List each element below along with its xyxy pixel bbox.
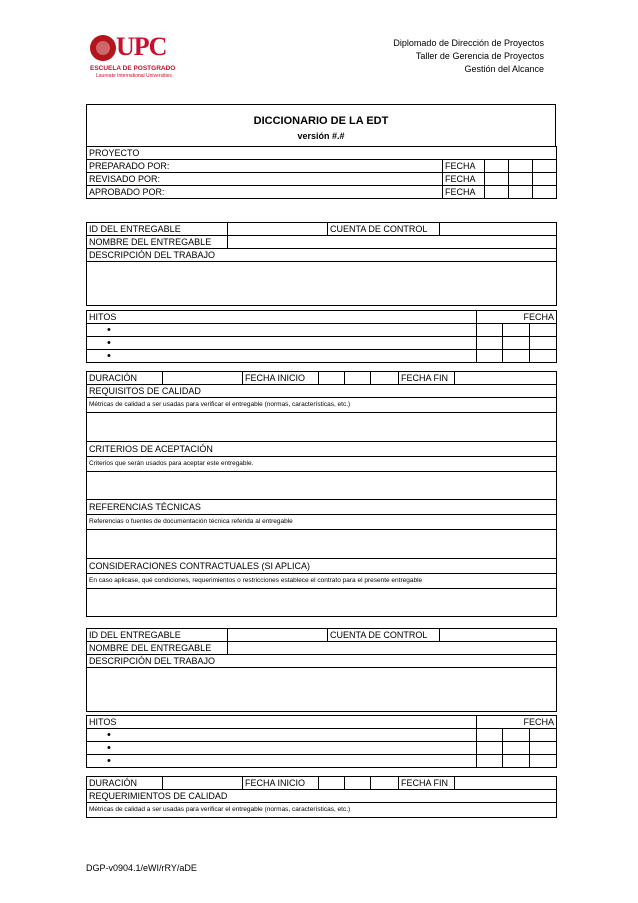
date-cell[interactable] bbox=[477, 729, 503, 742]
duration-label: DURACIÓN bbox=[87, 372, 163, 385]
technical-references-caption: Referencias o fuentes de documentación técnica referida al entregable bbox=[87, 515, 557, 530]
duration-cell[interactable] bbox=[163, 777, 243, 790]
header-line: Taller de Gerencia de Proyectos bbox=[415, 51, 544, 61]
milestones-date-label: FECHA bbox=[477, 716, 557, 729]
date-cell[interactable] bbox=[530, 324, 557, 337]
deliverable-name-label: NOMBRE DEL ENTREGABLE bbox=[87, 642, 228, 655]
deliverable-2-id-table bbox=[86, 628, 557, 712]
date-cell[interactable] bbox=[503, 729, 530, 742]
project-label: PROYECTO bbox=[87, 147, 557, 160]
date-cell[interactable] bbox=[477, 350, 503, 363]
date-cell[interactable] bbox=[371, 372, 399, 385]
end-date-label: FECHA FIN bbox=[399, 777, 455, 790]
logo-school: ESCUELA DE POSTGRADO bbox=[90, 65, 176, 72]
start-date-label: FECHA INICIO bbox=[243, 777, 319, 790]
work-description-label: DESCRIPCIÓN DEL TRABAJO bbox=[87, 249, 557, 262]
date-cell[interactable] bbox=[503, 350, 530, 363]
header-line: Gestión del Alcance bbox=[464, 64, 544, 74]
milestone-item[interactable]: • bbox=[87, 729, 477, 742]
date-cell[interactable] bbox=[509, 173, 533, 186]
control-account-cell[interactable] bbox=[440, 629, 557, 642]
date-cell[interactable] bbox=[319, 372, 345, 385]
document-version: versión #.# bbox=[297, 131, 345, 141]
date-cell[interactable] bbox=[477, 324, 503, 337]
work-description-cell[interactable] bbox=[87, 262, 557, 306]
date-cell[interactable] bbox=[345, 372, 371, 385]
date-cell[interactable] bbox=[319, 777, 345, 790]
logo-network: Laureate International Universities bbox=[96, 73, 172, 79]
date-cell[interactable] bbox=[530, 350, 557, 363]
deliverable-id-cell[interactable] bbox=[228, 223, 328, 236]
date-label: FECHA bbox=[443, 160, 485, 173]
technical-references-cell[interactable] bbox=[87, 530, 557, 559]
deliverable-1-sections-table bbox=[86, 384, 557, 617]
contractual-considerations-cell[interactable] bbox=[87, 589, 557, 617]
deliverable-2-milestones-table bbox=[86, 715, 557, 768]
acceptance-criteria-caption: Criterios que serán usados para aceptar este entregable. bbox=[87, 457, 557, 472]
document-title-box bbox=[86, 104, 556, 147]
quality-requirements-label: REQUISITOS DE CALIDAD bbox=[87, 385, 557, 398]
contractual-considerations-caption: En caso aplicase, qué condiciones, requerimientos o restricciones establece el contrato para el presente entregable bbox=[87, 574, 557, 589]
deliverable-1-id-table bbox=[86, 222, 557, 306]
date-cell[interactable] bbox=[509, 186, 533, 199]
quality-requirements-caption: Métricas de calidad a ser usadas para verificar el entregable (normas, características, etc.) bbox=[87, 803, 557, 818]
date-cell[interactable] bbox=[530, 729, 557, 742]
milestone-item[interactable]: • bbox=[87, 755, 477, 768]
acceptance-criteria-label: CRITERIOS DE ACEPTACIÓN bbox=[87, 442, 557, 457]
end-date-cell[interactable] bbox=[455, 777, 557, 790]
work-description-cell[interactable] bbox=[87, 668, 557, 712]
prepared-by-label: PREPARADO POR: bbox=[87, 160, 443, 173]
date-cell[interactable] bbox=[477, 337, 503, 350]
date-cell[interactable] bbox=[533, 173, 557, 186]
end-date-label: FECHA FIN bbox=[399, 372, 455, 385]
date-cell[interactable] bbox=[503, 755, 530, 768]
date-cell[interactable] bbox=[533, 186, 557, 199]
control-account-label: CUENTA DE CONTROL bbox=[328, 629, 440, 642]
milestone-item[interactable]: • bbox=[87, 350, 477, 363]
upc-logo bbox=[90, 32, 210, 80]
date-label: FECHA bbox=[443, 173, 485, 186]
work-description-label: DESCRIPCIÓN DEL TRABAJO bbox=[87, 655, 557, 668]
milestones-label: HITOS bbox=[87, 716, 477, 729]
deliverable-1-duration-table bbox=[86, 371, 557, 385]
milestones-date-label: FECHA bbox=[477, 311, 557, 324]
deliverable-name-cell[interactable] bbox=[228, 642, 557, 655]
header-line: Diplomado de Dirección de Proyectos bbox=[393, 38, 544, 48]
quality-requirements-cell[interactable] bbox=[87, 413, 557, 442]
duration-label: DURACIÓN bbox=[87, 777, 163, 790]
date-cell[interactable] bbox=[509, 160, 533, 173]
deliverable-id-cell[interactable] bbox=[228, 629, 328, 642]
date-cell[interactable] bbox=[371, 777, 399, 790]
document-title: DICCIONARIO DE LA EDT bbox=[253, 115, 389, 127]
quality-requirements-label: REQUERIMIENTOS DE CALIDAD bbox=[87, 790, 557, 803]
date-cell[interactable] bbox=[533, 160, 557, 173]
approved-by-label: APROBADO POR: bbox=[87, 186, 443, 199]
deliverable-id-label: ID DEL ENTREGABLE bbox=[87, 629, 228, 642]
seal-icon bbox=[90, 35, 116, 61]
deliverable-1-milestones-table bbox=[86, 310, 557, 363]
duration-cell[interactable] bbox=[163, 372, 243, 385]
control-account-label: CUENTA DE CONTROL bbox=[328, 223, 440, 236]
date-cell[interactable] bbox=[345, 777, 371, 790]
date-cell[interactable] bbox=[485, 186, 509, 199]
milestone-item[interactable]: • bbox=[87, 742, 477, 755]
project-info-table bbox=[86, 146, 557, 199]
date-label: FECHA bbox=[443, 186, 485, 199]
deliverable-2-duration-table bbox=[86, 776, 557, 790]
date-cell[interactable] bbox=[485, 160, 509, 173]
date-cell[interactable] bbox=[530, 337, 557, 350]
document-code: DGP-v0904.1/eWI/rRY/aDE bbox=[86, 863, 197, 873]
control-account-cell[interactable] bbox=[440, 223, 557, 236]
deliverable-id-label: ID DEL ENTREGABLE bbox=[87, 223, 228, 236]
deliverable-name-label: NOMBRE DEL ENTREGABLE bbox=[87, 236, 228, 249]
reviewed-by-label: REVISADO POR: bbox=[87, 173, 443, 186]
date-cell[interactable] bbox=[477, 742, 503, 755]
date-cell[interactable] bbox=[503, 742, 530, 755]
milestone-item[interactable]: • bbox=[87, 337, 477, 350]
contractual-considerations-label: CONSIDERACIONES CONTRACTUALES (SI APLICA) bbox=[87, 559, 557, 574]
milestones-label: HITOS bbox=[87, 311, 477, 324]
date-cell[interactable] bbox=[530, 755, 557, 768]
quality-requirements-caption: Métricas de calidad a ser usadas para verificar el entregable (normas, características, etc.) bbox=[87, 398, 557, 413]
header-course-info bbox=[393, 37, 544, 76]
date-cell[interactable] bbox=[530, 742, 557, 755]
end-date-cell[interactable] bbox=[455, 372, 557, 385]
milestone-item[interactable]: • bbox=[87, 324, 477, 337]
date-cell[interactable] bbox=[485, 173, 509, 186]
date-cell[interactable] bbox=[503, 337, 530, 350]
acceptance-criteria-cell[interactable] bbox=[87, 472, 557, 500]
start-date-label: FECHA INICIO bbox=[243, 372, 319, 385]
date-cell[interactable] bbox=[477, 755, 503, 768]
deliverable-2-sections-table bbox=[86, 789, 557, 818]
technical-references-label: REFERENCIAS TÉCNICAS bbox=[87, 500, 557, 515]
deliverable-name-cell[interactable] bbox=[228, 236, 557, 249]
date-cell[interactable] bbox=[503, 324, 530, 337]
logo-brand: UPC bbox=[116, 32, 167, 61]
page-header bbox=[0, 0, 638, 90]
